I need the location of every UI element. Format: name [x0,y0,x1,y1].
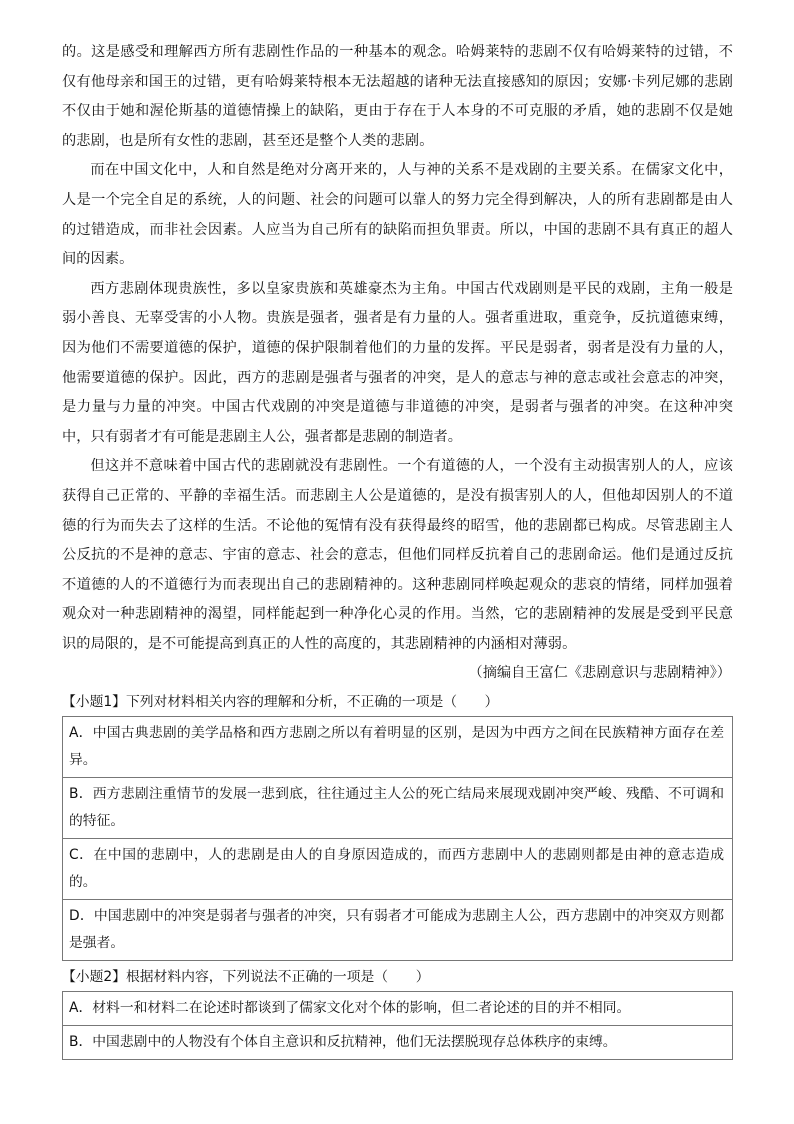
question-2-title: 【小题2】根据材料内容，下列说法不正确的一项是（ ） [62,969,430,986]
question-1-option-a[interactable]: A．中国古典悲剧的美学品格和西方悲剧之所以有着明显的区别，是因为中西方之间在民族精神方面存在差异。 [69,725,724,769]
question-2-option-b[interactable]: B．中国悲剧中的人物没有个体自主意识和反抗精神，他们无法摆脱现存总体秩序的束缚。 [63,1025,732,1059]
passage-paragraph-3: 西方悲剧体现贵族性，多以皇家贵族和英雄豪杰为主角。中国古代戏剧则是平民的戏剧，主角一般是弱小善良、无辜受害的小人物。贵族是强者，强者是有力量的人。强者重进取，重竞争，反抗道德束缚，因为他们不需要道德的保护，道德的保护限制着他们的力量的发挥。平民是弱者，弱者是没有力量的人，他需要道德的保护。因此，西方的悲剧是强者与强者的冲突，是人的意志与神的意志或社会意志的冲突，是力量与力量的冲突。中国古代戏剧的冲突是道德与非道德的冲突，是弱者与强者的冲突。在这种冲突中，只有弱者才有可能是悲剧主人公，强者都是悲剧的制造者。 [62,280,733,445]
document-page [62,38,733,1062]
question-1 [62,688,733,961]
passage-paragraph-4: 但这并不意味着中国古代的悲剧就没有悲剧性。一个有道德的人，一个没有主动损害别人的人，应该获得自己正常的、平静的幸福生活。而悲剧主人公是道德的，是没有损害别人的人，但他却因别人的不道德的行为而失去了这样的生活。不论他的冤情有没有获得最终的昭雪，他的悲剧都已构成。尽管悲剧主人公反抗的不是神的意志、宇宙的意志、社会的意志，但他们同样反抗着自己的悲剧命运。他们是通过反抗不道德的人的不道德行为而表现出自己的悲剧精神的。这种悲剧同样唤起观众的悲哀的情绪，同样加强着观众对一种悲剧精神的渴望，同样能起到一种净化心灵的作用。当然，它的悲剧精神的发展是受到平民意识的局限的，是不可能提高到真正的人性的高度的，其悲剧精神的内涵相对薄弱。 [62,458,733,652]
passage-paragraph-2: 而在中国文化中，人和自然是绝对分离开来的，人与神的关系不是戏剧的主要关系。在儒家文化中，人是一个完全自足的系统，人的问题、社会的问题可以靠人的努力完全得到解决，人的所有悲剧都是由人的过错造成，而非社会因素。人应当为自己所有的缺陷而担负罪责。所以，中国的悲剧不具有真正的超人间的因素。 [62,162,733,268]
question-1-options [62,716,733,961]
question-2 [62,963,733,1060]
passage-source: （摘编自王富仁《悲剧意识与悲剧精神》） [468,665,731,682]
passage-paragraph-1: 的。这是感受和理解西方所有悲剧性作品的一种基本的观念。哈姆莱特的悲剧不仅有哈姆莱特的过错，不仅有他母亲和国王的过错，更有哈姆莱特根本无法超越的诸种无法直接感知的原因；安娜·卡列尼娜的悲剧不仅由于她和渥伦斯基的道德情操上的缺陷，更由于存在于人本身的不可克服的矛盾，她的悲剧不仅是她的悲剧，也是所有女性的悲剧，甚至还是整个人类的悲剧。 [62,44,733,149]
question-2-option-a[interactable]: A．材料一和材料二在论述时都谈到了儒家文化对个体的影响，但二者论述的目的并不相同。 [69,1000,631,1017]
question-1-option-d[interactable]: D．中国悲剧中的冲突是弱者与强者的冲突，只有弱者才可能成为悲剧主人公，西方悲剧中的冲突双方则都是强者。 [63,899,732,960]
question-1-option-b[interactable]: B．西方悲剧注重情节的发展一悲到底，往往通过主人公的死亡结局来展现戏剧冲突严峻、残酷、不可调和的特征。 [63,777,732,838]
passage [62,38,733,688]
question-1-option-c[interactable]: C．在中国的悲剧中，人的悲剧是由人的自身原因造成的，而西方悲剧中人的悲剧则都是由神的意志造成的。 [63,838,732,899]
question-1-title: 【小题1】下列对材料相关内容的理解和分析，不正确的一项是（ ） [62,694,499,711]
question-2-options [62,991,733,1060]
